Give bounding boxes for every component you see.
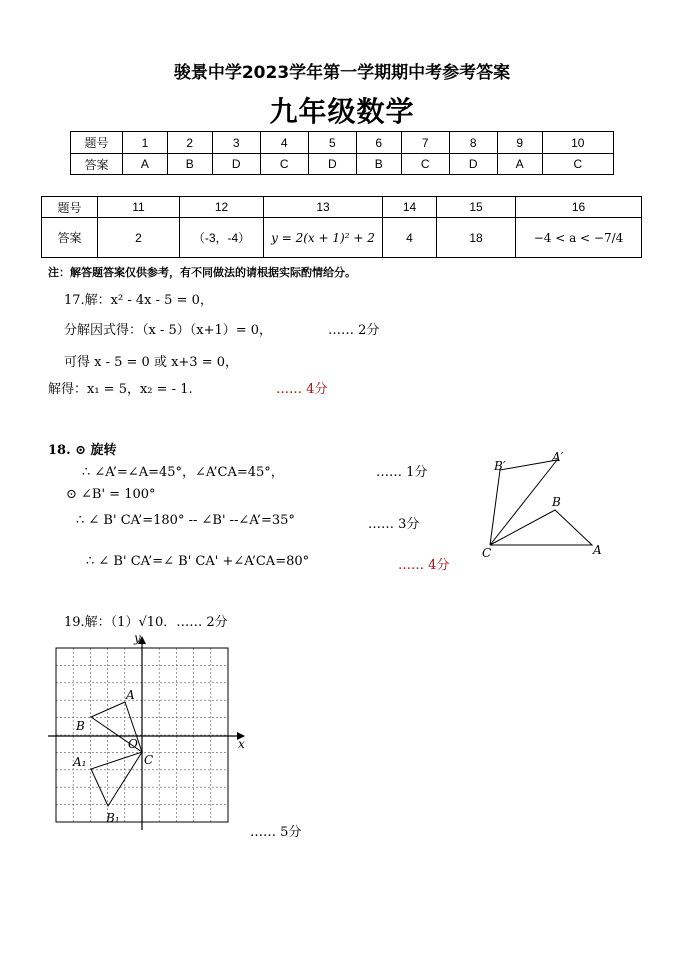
table-cell: C [401, 154, 449, 175]
coordinate-grid [40, 630, 260, 840]
triangle-a1b1c [91, 752, 142, 806]
label-a1: A₁ [73, 755, 87, 769]
table-cell: D [308, 154, 356, 175]
table-cell: 4 [383, 218, 437, 258]
q18-line-4: ∴ ∠ B' CA’=180° -- ∠B' --∠A’=35° [76, 513, 295, 528]
table-row [71, 154, 614, 175]
q19-score-2: …… 5分 [250, 825, 302, 840]
label-a: A [593, 543, 602, 557]
label-c: C [482, 546, 492, 560]
table-cell: A [123, 154, 168, 175]
label-b-prime: B′ [494, 459, 506, 473]
table-cell: 6 [356, 132, 401, 154]
table-row [71, 132, 614, 154]
table-cell: C [260, 154, 308, 175]
table-cell: 4 [260, 132, 308, 154]
q17-line-2: 分解因式得：（x - 5）（x+1）= 0， [64, 323, 273, 338]
triangle-abc [490, 510, 592, 545]
q17-line-4: 解得：x₁ = 5，x₂ = - 1. [48, 382, 193, 397]
table-cell: 10 [542, 132, 613, 154]
table-cell: −4 < a < −7/4 [516, 218, 642, 258]
q17-score-2: …… 4分 [276, 382, 328, 397]
label-b: B [552, 495, 561, 509]
page-subtitle: 九年级数学 [269, 95, 415, 128]
table-cell: 12 [180, 197, 264, 218]
label-b1: B₁ [106, 811, 120, 825]
table-cell: 3 [212, 132, 260, 154]
q18-score-3: …… 4分 [398, 558, 450, 573]
table-cell: D [212, 154, 260, 175]
table-cell: B [356, 154, 401, 175]
label-b: B [76, 719, 85, 733]
q19-line-1: 19.解：（1）√10．…… 2分 [64, 615, 228, 630]
table-cell: 11 [98, 197, 180, 218]
q18-line-1: 18. ⊙ 旋转 [48, 443, 117, 458]
label-c: C [144, 753, 154, 767]
table-cell: C [542, 154, 613, 175]
table-cell: 8 [449, 132, 497, 154]
table-cell: 5 [308, 132, 356, 154]
label-a: A [126, 688, 135, 702]
label-o: O [128, 737, 138, 751]
q18-line-2: ∴ ∠A’=∠A=45°，∠A’CA=45°， [82, 465, 284, 480]
q18-line-3: ⊙ ∠B' = 100° [66, 487, 156, 502]
table-cell: 题号 [71, 132, 123, 154]
table-cell: 答案 [71, 154, 123, 175]
table-cell: D [449, 154, 497, 175]
q18-score-2: …… 3分 [368, 517, 420, 532]
table-cell: 1 [123, 132, 168, 154]
q17-score-1: …… 2分 [328, 323, 380, 338]
q18-line-5: ∴ ∠ B' CA’=∠ B' CA' +∠A’CA=80° [86, 554, 310, 569]
page-title: 骏景中学2023学年第一学期期中考参考答案 [173, 63, 511, 83]
table-cell: 题号 [42, 197, 98, 218]
answer-table-1 [70, 131, 614, 175]
table-cell: 15 [437, 197, 516, 218]
table-cell: （-3，-4） [180, 218, 264, 258]
table-cell: 14 [383, 197, 437, 218]
note: 注：解答题答案仅供参考，有不同做法的请根据实际酌情给分。 [48, 266, 356, 279]
table-cell: 2 [98, 218, 180, 258]
table-cell: A [497, 154, 542, 175]
table-cell: 2 [167, 132, 212, 154]
q17-line-1: 17.解：x² - 4x - 5 = 0， [64, 293, 213, 308]
label-x: x [238, 737, 245, 751]
rotation-figure [480, 440, 620, 570]
table-cell: B [167, 154, 212, 175]
q18-score-1: …… 1分 [376, 465, 428, 480]
table-cell: 9 [497, 132, 542, 154]
label-a-prime: A′ [552, 450, 564, 464]
label-y: y [134, 631, 141, 645]
table-row [42, 218, 642, 258]
table-row [42, 197, 642, 218]
q17-line-3: 可得 x - 5 = 0 或 x+3 = 0， [64, 355, 239, 370]
table-cell: 18 [437, 218, 516, 258]
table-cell: 答案 [42, 218, 98, 258]
table-cell: 13 [264, 197, 383, 218]
answer-table-2 [41, 196, 642, 258]
table-cell: 16 [516, 197, 642, 218]
table-cell: y = 2(x + 1)² + 2 [264, 218, 383, 258]
table-cell: 7 [401, 132, 449, 154]
